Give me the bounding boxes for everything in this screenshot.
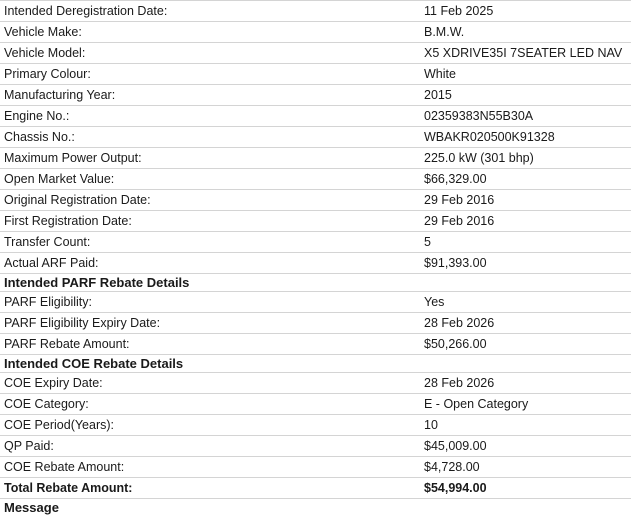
row-label: Manufacturing Year: <box>0 85 420 106</box>
row-value: 29 Feb 2016 <box>420 211 631 232</box>
detail-row <box>0 22 631 43</box>
row-label: COE Expiry Date: <box>0 373 420 394</box>
row-value: 11 Feb 2025 <box>420 1 631 22</box>
row-label: Open Market Value: <box>0 169 420 190</box>
row-label: Vehicle Model: <box>0 43 420 64</box>
detail-row <box>0 232 631 253</box>
row-value: 28 Feb 2026 <box>420 373 631 394</box>
parf-section-heading-row <box>0 274 631 292</box>
row-value: X5 XDRIVE35I 7SEATER LED NAV <box>420 43 631 64</box>
message-heading: Message <box>0 499 631 516</box>
row-label: PARF Eligibility Expiry Date: <box>0 313 420 334</box>
row-label: PARF Rebate Amount: <box>0 334 420 355</box>
parf-section-heading: Intended PARF Rebate Details <box>0 274 631 292</box>
total-rebate-row <box>0 478 631 499</box>
row-label: Vehicle Make: <box>0 22 420 43</box>
row-value: $45,009.00 <box>420 436 631 457</box>
detail-row <box>0 64 631 85</box>
row-value: $4,728.00 <box>420 457 631 478</box>
row-value: $50,266.00 <box>420 334 631 355</box>
row-value: WBAKR020500K91328 <box>420 127 631 148</box>
detail-row <box>0 313 631 334</box>
row-value: 29 Feb 2016 <box>420 190 631 211</box>
detail-row <box>0 415 631 436</box>
row-label: Original Registration Date: <box>0 190 420 211</box>
detail-row <box>0 169 631 190</box>
row-label: Engine No.: <box>0 106 420 127</box>
coe-section-heading-row <box>0 355 631 373</box>
detail-row <box>0 190 631 211</box>
row-label: First Registration Date: <box>0 211 420 232</box>
row-value: $91,393.00 <box>420 253 631 274</box>
row-label: COE Rebate Amount: <box>0 457 420 478</box>
row-value: White <box>420 64 631 85</box>
total-rebate-label: Total Rebate Amount: <box>0 478 420 499</box>
detail-row <box>0 373 631 394</box>
detail-row <box>0 127 631 148</box>
row-label: COE Period(Years): <box>0 415 420 436</box>
row-value: 225.0 kW (301 bhp) <box>420 148 631 169</box>
row-label: Maximum Power Output: <box>0 148 420 169</box>
row-label: Chassis No.: <box>0 127 420 148</box>
row-label: COE Category: <box>0 394 420 415</box>
detail-row <box>0 394 631 415</box>
coe-section-heading: Intended COE Rebate Details <box>0 355 631 373</box>
row-label: Transfer Count: <box>0 232 420 253</box>
row-value: B.M.W. <box>420 22 631 43</box>
row-value: 5 <box>420 232 631 253</box>
row-label: Primary Colour: <box>0 64 420 85</box>
detail-row <box>0 253 631 274</box>
row-value: 2015 <box>420 85 631 106</box>
detail-row <box>0 148 631 169</box>
detail-row <box>0 211 631 232</box>
detail-row <box>0 85 631 106</box>
message-heading-row <box>0 499 631 516</box>
detail-row <box>0 436 631 457</box>
detail-row <box>0 106 631 127</box>
detail-row <box>0 457 631 478</box>
total-rebate-value: $54,994.00 <box>420 478 631 499</box>
detail-row <box>0 43 631 64</box>
row-value: E - Open Category <box>420 394 631 415</box>
row-value: $66,329.00 <box>420 169 631 190</box>
detail-row <box>0 292 631 313</box>
detail-row <box>0 1 631 22</box>
row-label: Intended Deregistration Date: <box>0 1 420 22</box>
row-label: QP Paid: <box>0 436 420 457</box>
row-value: 10 <box>420 415 631 436</box>
row-value: Yes <box>420 292 631 313</box>
row-value: 28 Feb 2026 <box>420 313 631 334</box>
row-label: PARF Eligibility: <box>0 292 420 313</box>
row-value: 02359383N55B30A <box>420 106 631 127</box>
detail-row <box>0 334 631 355</box>
row-label: Actual ARF Paid: <box>0 253 420 274</box>
